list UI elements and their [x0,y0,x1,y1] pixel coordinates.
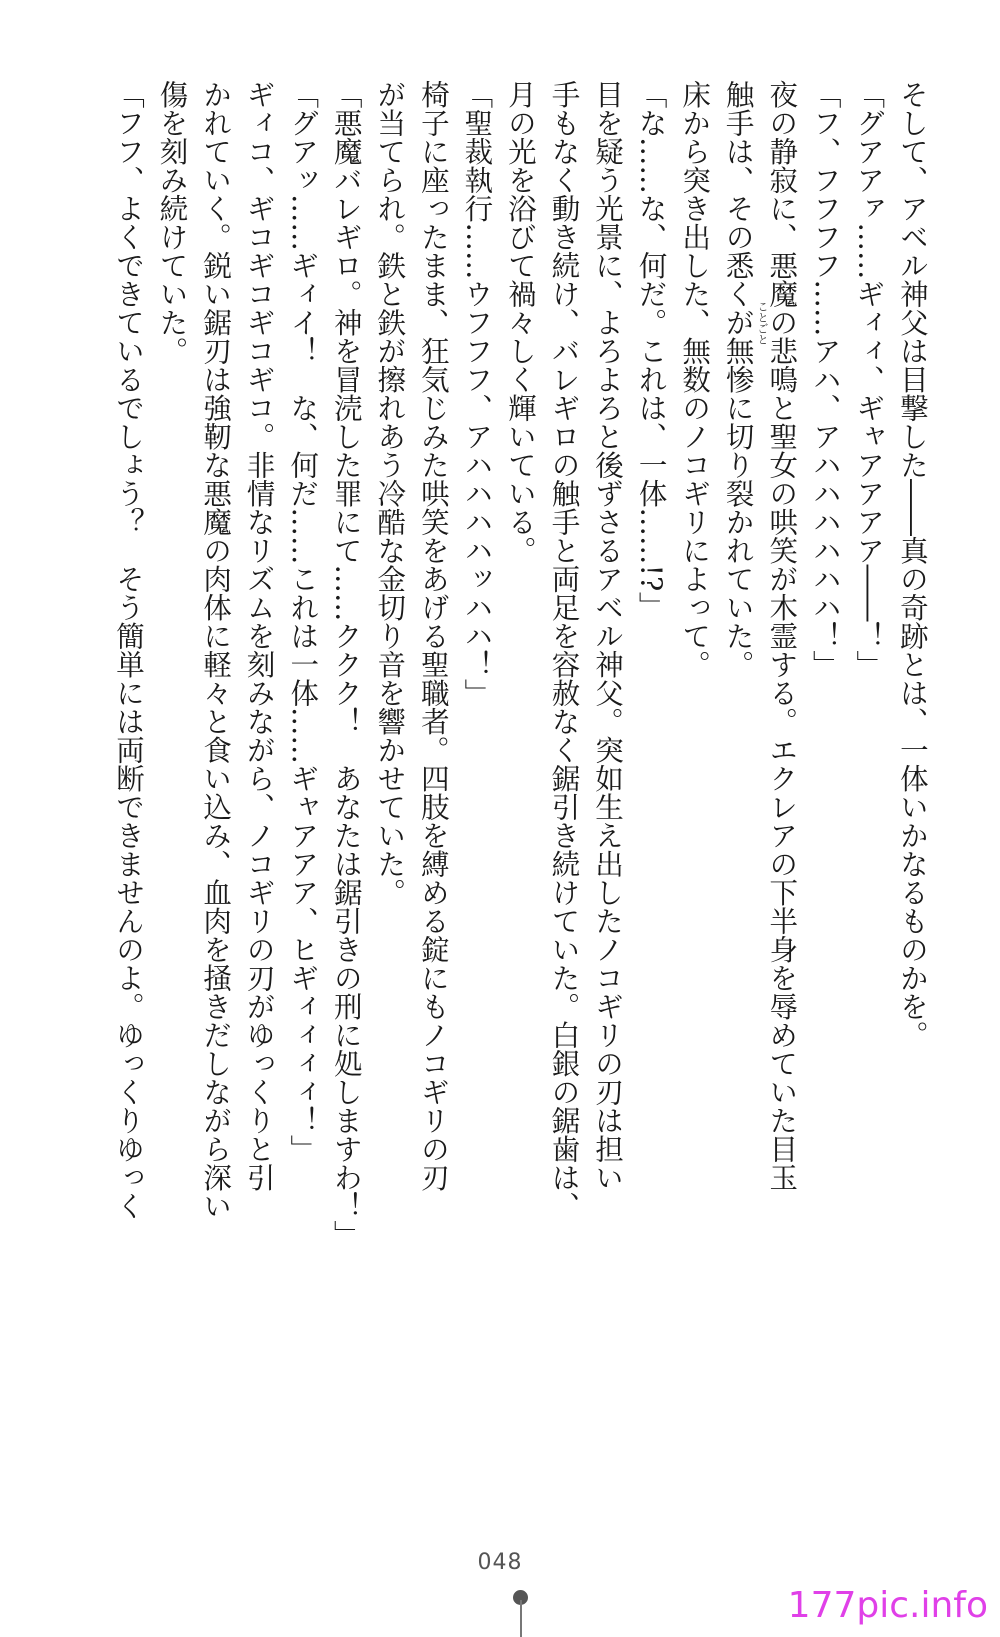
text-line: 床から突き出した、無数のノコギリによって。 [678,80,712,679]
text-line: 傷を刻み続けていた。 [155,80,189,365]
text-line: 「フ、フフフフ……アハ、アハハハハハハ！」 [808,80,842,679]
text-line: 「グアッ……ギィイ！ な、何だ……これは一体……ギャアアア、ヒギィィィィ！」 [286,80,320,1163]
furigana: ことごと [756,301,769,345]
watermark: 177pic.info [787,1585,988,1626]
text-line: が当てられ。鉄と鉄が擦れあう冷酷な金切り音を響かせていた。 [373,80,407,907]
text-body [110,80,930,1295]
text-line: 手もなく動き続け、バレギロの触手と両足を容赦なく鋸引き続けていた。白銀の鋸歯は、 [547,80,581,1220]
text-line: 目を疑う光景に、よろよろと後ずさるアベル神父。突如生え出したノコギリの刃は担い [591,80,625,1192]
text-line: 触手は、その悉くが無惨に切り裂かれていた。 [721,80,755,679]
text-line: 「フフ、よくできているでしょう？ そう簡単には両断できませんのよ。ゆっくりゆっく [112,80,145,1220]
text-line: 夜の静寂に、悪魔の悲鳴と聖女の哄笑が木霊する。エクレアの下半身を辱めていた目玉 [765,80,799,1192]
text-line: 「な……な、何だ。これは、一体……!?」 [634,80,668,620]
text-line: 椅子に座ったまま、狂気じみた哄笑をあげる聖職者。四肢を縛める錠にもノコギリの刃 [416,80,450,1192]
page-number: 048 [477,1550,523,1575]
text-line: 「グアアァ……ギィィ、ギャアアアア――！」 [852,80,886,679]
text-line: 「聖裁執行……ウフフフ、アハハハハッハハ！」 [460,80,494,707]
page-marker-line [520,1600,522,1637]
text-line: そして、アベル神父は目撃した――真の奇跡とは、一体いかなるものかを。 [895,80,929,1049]
text-line: 「悪魔バレギロ。神を冒涜した罪にて……ククク！ あなたは鋸引きの刑に処しますわ！」 [329,80,363,1249]
text-line: かれていく。鋭い鋸刃は強靭な悪魔の肉体に軽々と食い込み、血肉を掻きだしながら深い [199,80,233,1220]
text-line: ギィコ、ギコギコギコギコ。非情なリズムを刻みながら、ノコギリの刃がゆっくりと引 [242,80,276,1192]
text-line: 月の光を浴びて禍々しく輝いている。 [503,80,537,565]
